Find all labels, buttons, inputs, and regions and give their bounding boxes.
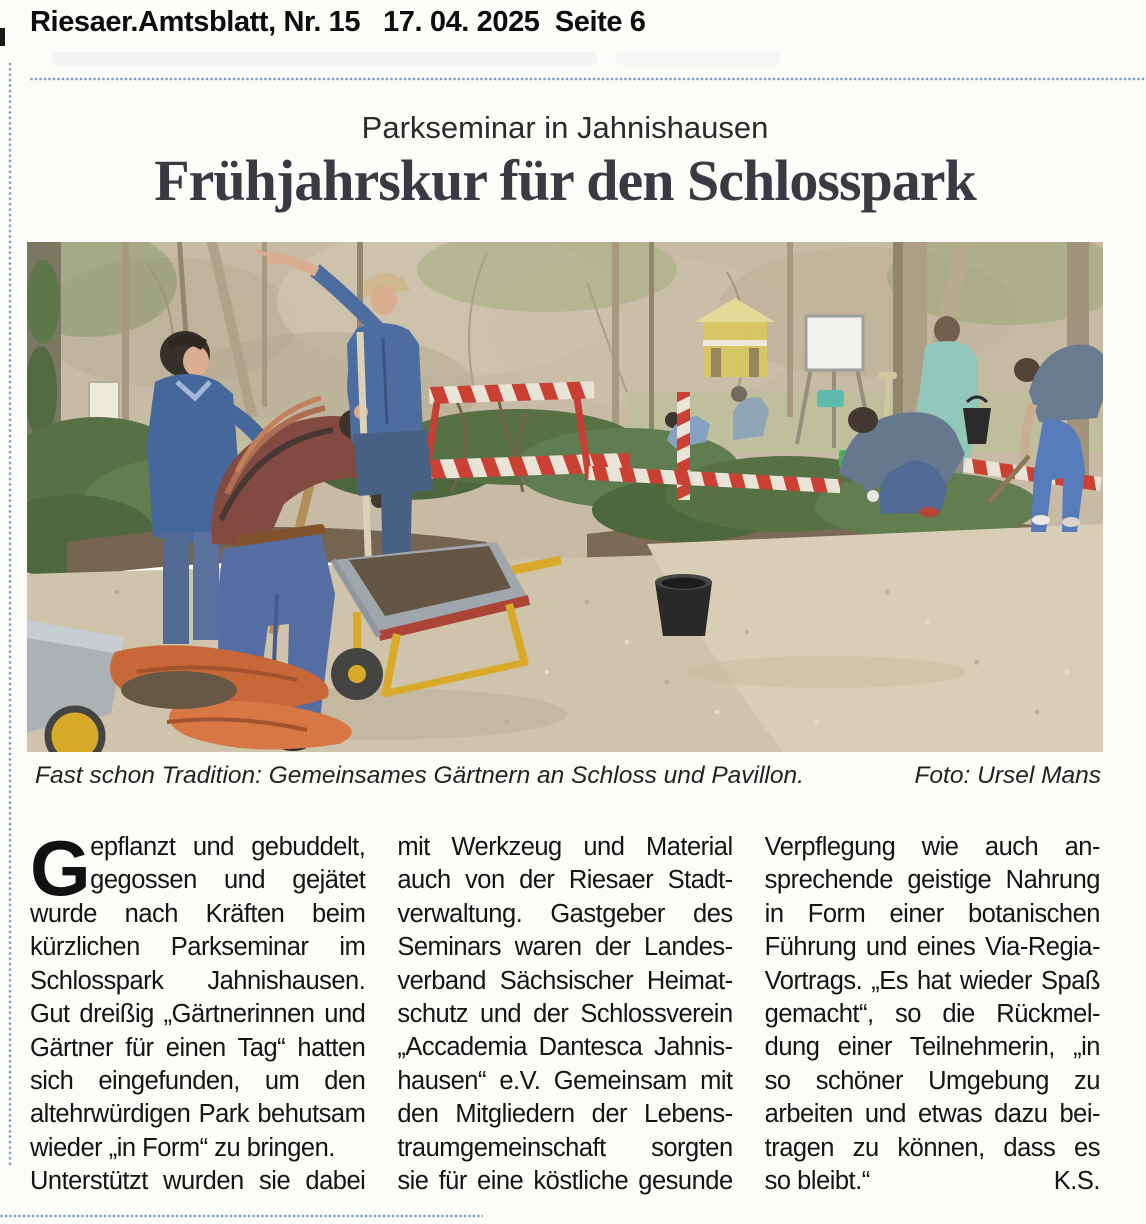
body-line: so schöner Umgebung zu [764,1066,1100,1095]
body-line: hausen“ e.V. Gemeinsam mit [397,1066,733,1095]
body-line: sie für eine köstliche gesunde [397,1167,733,1196]
scan-smudge [52,52,597,66]
body-line: in Form einer botanischen [764,899,1100,928]
body-line: altehrwürdigen Park behutsam [30,1100,366,1129]
body-line: sprechende geistige Nahrung [764,866,1100,895]
column-1 [30,824,366,1199]
left-dotted-rule [8,62,12,1165]
body-line: den Mitgliedern der Lebens- [397,1100,733,1129]
caption-row [35,762,1101,790]
column-2 [397,831,732,1199]
body-line: tragen zu können, dass es [764,1133,1100,1162]
body-line: wieder „in Form“ zu bringen. [30,1133,335,1162]
scan-smudge [615,52,780,65]
article-kicker: Parkseminar in Jahnishausen [361,110,769,145]
body-line: gemacht“, so die Rückmel- [764,1000,1100,1029]
article-photo [27,242,1103,752]
body-line: auch von der Riesaer Stadt- [397,866,733,895]
body-line: Seminars waren der Landes- [397,933,733,962]
body-line: Verpflegung wie auch an- [764,833,1100,861]
body-line: Unterstützt wurden sie dabei [30,1167,366,1196]
body-line: gegossen und gejätet [90,866,366,895]
body-line: arbeiten und etwas dazu bei- [764,1100,1100,1129]
body-line: mit Werkzeug und Material [397,833,733,861]
photo-credit: Foto: Ursel Mans [914,762,1101,789]
body-line: traumgemeinschaft sorgten [397,1133,733,1162]
column-3 [765,831,1100,1199]
body-line: „Accademia Dantesca Jahnis- [397,1033,733,1062]
body-line: verband Sächsischer Heimat- [397,966,733,995]
body-line: wurde nach Kräften beim [30,900,366,928]
body-line: epflanzt und gebuddelt, [90,833,366,861]
masthead: Riesaer.Amtsblatt, Nr. 15 17. 04. 2025 Seite 6 [30,6,646,38]
scan-edge-mark [0,28,5,46]
body-line: dung einer Teilnehmerin, „in [764,1033,1100,1062]
body-line: verwaltung. Gastgeber des [397,899,733,928]
body-line: kürzlichen Parkseminar im [30,933,366,962]
body-line: Gut dreißig „Gärtnerinnen und [30,1000,366,1029]
body-line: sich eingefunden, um den [30,1067,366,1096]
park-gardening-photo-illustration [27,242,1103,752]
body-line: Führung und eines Via-Regia- [764,933,1100,962]
body-line [765,1165,1100,1198]
body-line: Vortrags. „Es hat wieder Spaß [764,966,1100,995]
photo-caption: Fast schon Tradition: Gemeinsames Gärtnern an Schloss und Pavillon. [35,762,804,789]
closing-quote-text: so bleibt.“ [764,1167,870,1196]
top-dotted-rule [30,77,1146,81]
body-line: Gärtner für einen Tag“ hatten [30,1033,366,1062]
drop-cap-row [30,824,366,912]
body-line: Schlosspark Jahnishausen. [30,966,366,995]
author-initials: K.S. [1053,1167,1100,1196]
article-headline: Frühjahrskur für den Schlosspark [154,148,976,213]
body-line: schutz und der Schlossverein [397,1000,733,1029]
article-body [30,824,1100,1199]
bottom-dotted-rule [0,1214,483,1218]
drop-cap: G [30,824,91,912]
